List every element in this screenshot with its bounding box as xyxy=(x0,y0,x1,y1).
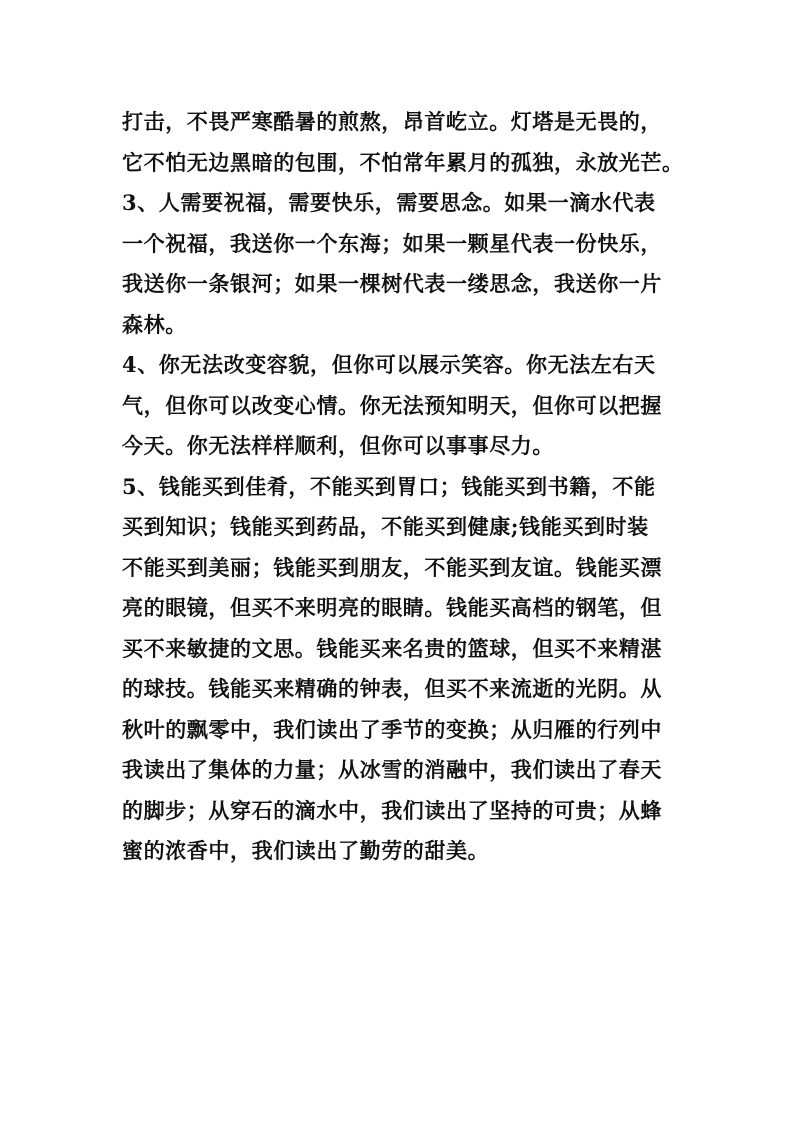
text-line: 气，但你可以改变心情。你无法预知明天，但你可以把握 xyxy=(122,392,662,418)
text-line: 它不怕无边黑暗的包围，不怕常年累月的孤独，永放光芒。 xyxy=(122,149,684,175)
text-line: 秋叶的飘零中，我们读出了季节的变换；从归雁的行列中 xyxy=(122,716,662,742)
text-line: 一个祝福，我送你一个东海；如果一颗星代表一份快乐， xyxy=(122,230,662,256)
text-line: 的脚步；从穿石的滴水中，我们读出了坚持的可贵；从蜂 xyxy=(122,797,662,823)
text-line: 打击，不畏严寒酷暑的煎熬，昂首屹立。灯塔是无畏的， xyxy=(122,109,662,134)
text-line: 蜜的浓香中，我们读出了勤劳的甜美。 xyxy=(122,838,490,863)
text-line: 我读出了集体的力量；从冰雪的消融中，我们读出了春天 xyxy=(122,757,662,782)
text-line: 4、你无法改变容貌，但你可以展示笑容。你无法左右天 xyxy=(122,352,656,377)
text-line: 买不来敏捷的文思。钱能买来名贵的篮球，但买不来精湛 xyxy=(122,635,662,661)
body-text xyxy=(122,102,682,872)
text-line: 的球技。钱能买来精确的钟表，但买不来流逝的光阴。从 xyxy=(122,676,662,701)
text-line: 森林。 xyxy=(122,311,187,337)
text-line: 我送你一条银河；如果一棵树代表一缕思念，我送你一片 xyxy=(122,271,662,296)
text-line: 不能买到美丽；钱能买到朋友，不能买到友谊。钱能买漂 xyxy=(122,554,662,580)
text-line: 亮的眼镜，但买不来明亮的眼睛。钱能买高档的钢笔，但 xyxy=(122,595,662,620)
text-line: 买到知识；钱能买到药品，不能买到健康;钱能买到时装 xyxy=(122,514,649,539)
text-line: 5、钱能买到佳肴，不能买到胃口；钱能买到书籍，不能 xyxy=(122,473,656,499)
text-line: 3、人需要祝福，需要快乐，需要思念。如果一滴水代表 xyxy=(122,190,656,215)
text-line: 今天。你无法样样顺利，但你可以事事尽力。 xyxy=(122,433,554,458)
